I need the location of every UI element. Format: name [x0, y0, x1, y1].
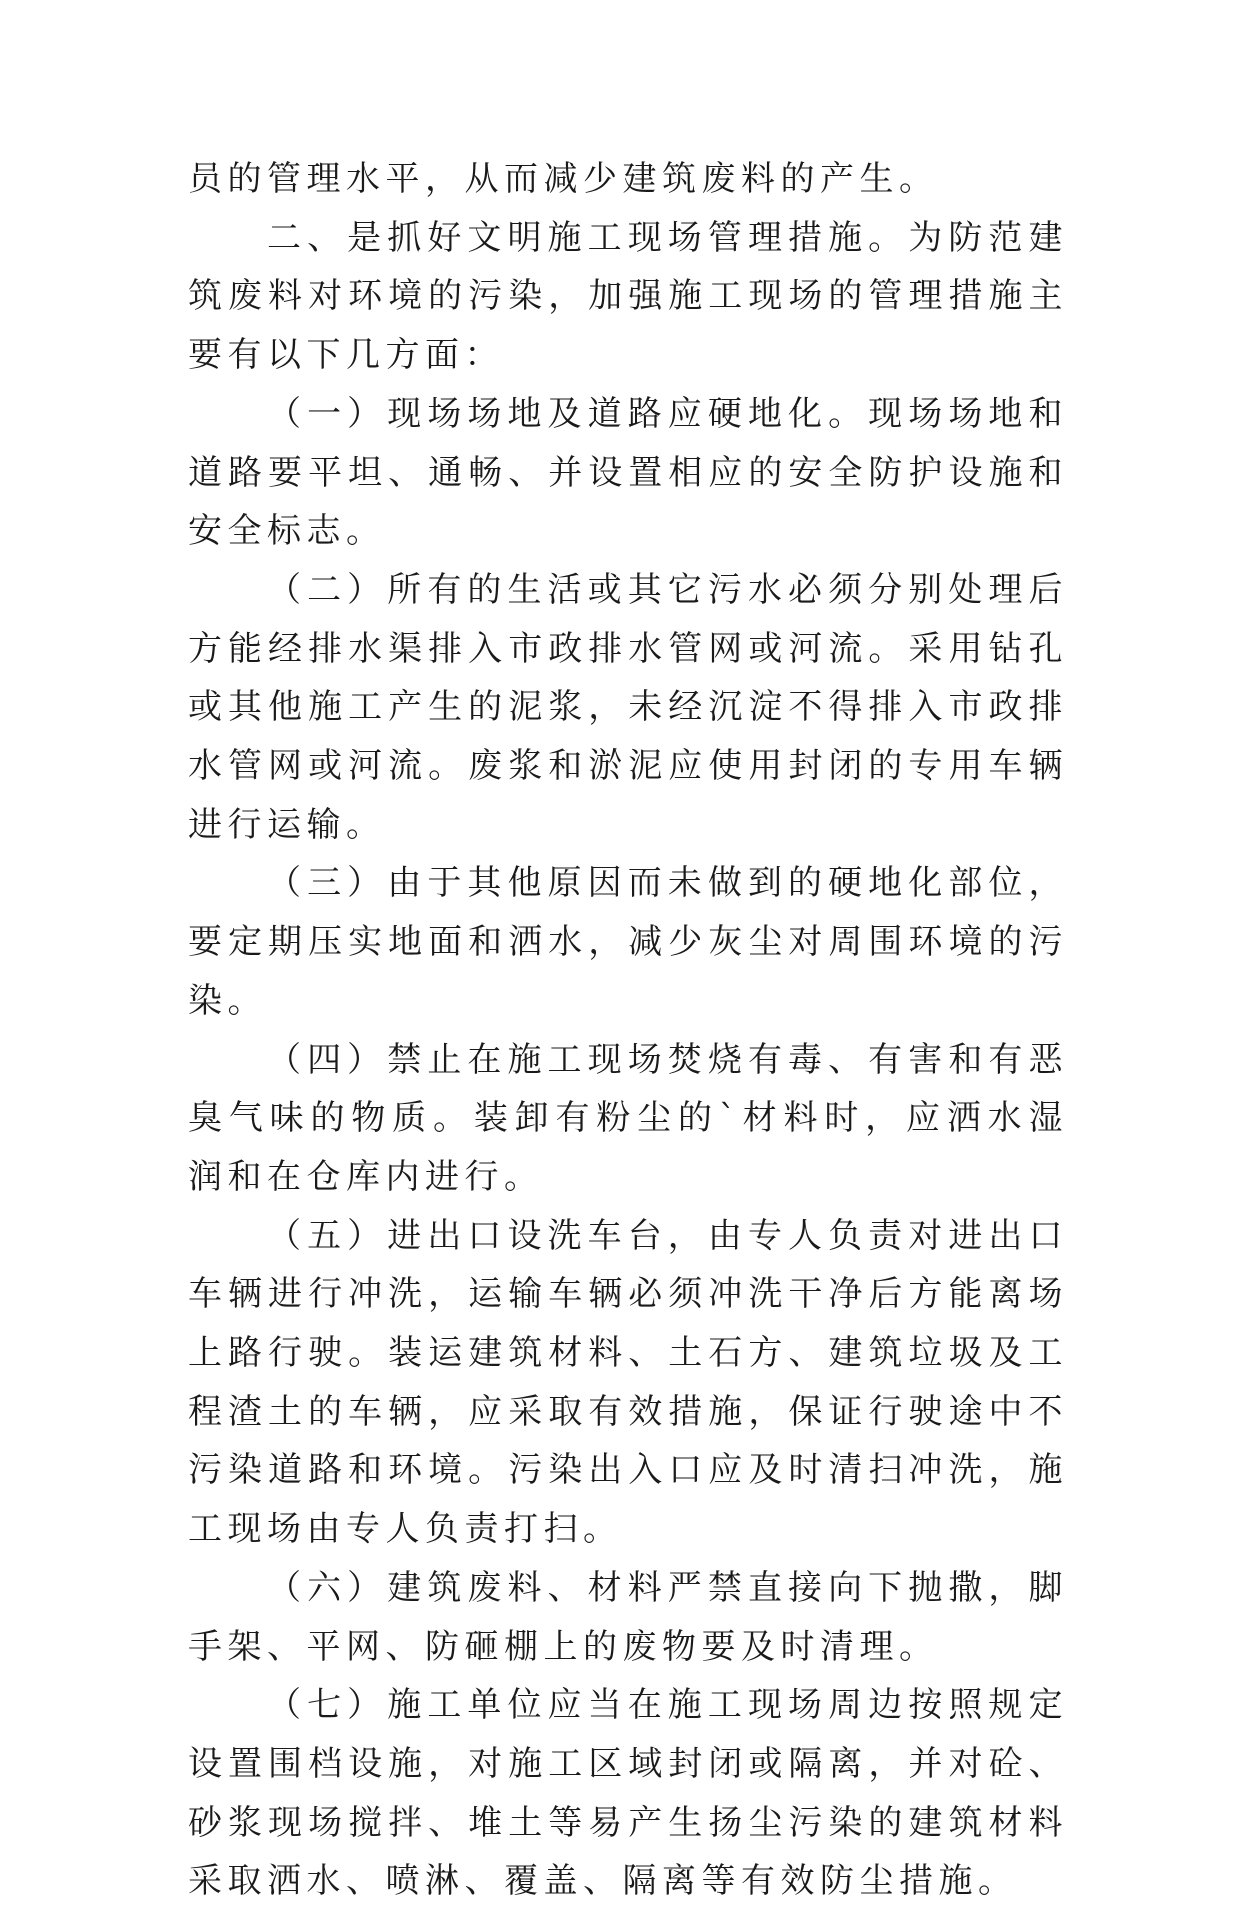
paragraph-item-5: （五）进出口设洗车台，由专人负责对进出口车辆进行冲洗，运输车辆必须冲洗干净后方能离场上路行驶。装运建筑材料、土石方、建筑垃圾及工程渣土的车辆，应采取有效措施，保证行驶途中不污染道路和环境。污染出入口应及时清扫冲洗，施工现场由专人负责打扫。 — [188, 1215, 1068, 1550]
paragraph-item-3: （三）由于其他原因而未做到的硬地化部位，要定期压实地面和洒水，减少灰尘对周围环境的污染。 — [188, 863, 1068, 1021]
paragraph-item-4: （四）禁止在施工现场焚烧有毒、有害和有恶臭气味的物质。装卸有粉尘的`材料时，应洒水湿润和在仓库内进行。 — [188, 1039, 1068, 1197]
paragraph-item-2: （二）所有的生活或其它污水必须分别处理后方能经排水渠排入市政排水管网或河流。采用钻孔或其他施工产生的泥浆，未经沉淀不得排入市政排水管网或河流。废浆和淤泥应使用封闭的专用车辆进行运输。 — [188, 569, 1068, 845]
paragraph-item-1: （一）现场场地及道路应硬地化。现场场地和道路要平坦、通畅、并设置相应的安全防护设施和安全标志。 — [188, 393, 1068, 552]
paragraph-item-6: （六）建筑废料、材料严禁直接向下抛撒，脚手架、平网、防砸棚上的废物要及时清理。 — [188, 1567, 1068, 1667]
paragraph-continuation: 员的管理水平，从而减少建筑废料的产生。 — [188, 159, 939, 199]
paragraph-item-7: （七）施工单位应当在施工现场周边按照规定设置围档设施，对施工区域封闭或隔离，并对砼、砂浆现场搅拌、堆土等易产生扬尘污染的建筑材料采取洒水、喷淋、覆盖、隔离等有效防尘措施。 — [188, 1685, 1068, 1902]
document-body — [188, 150, 1068, 1911]
paragraph-section-two: 二、是抓好文明施工现场管理措施。为防范建筑废料对环境的污染，加强施工现场的管理措施主要有以下几方面： — [188, 217, 1068, 376]
